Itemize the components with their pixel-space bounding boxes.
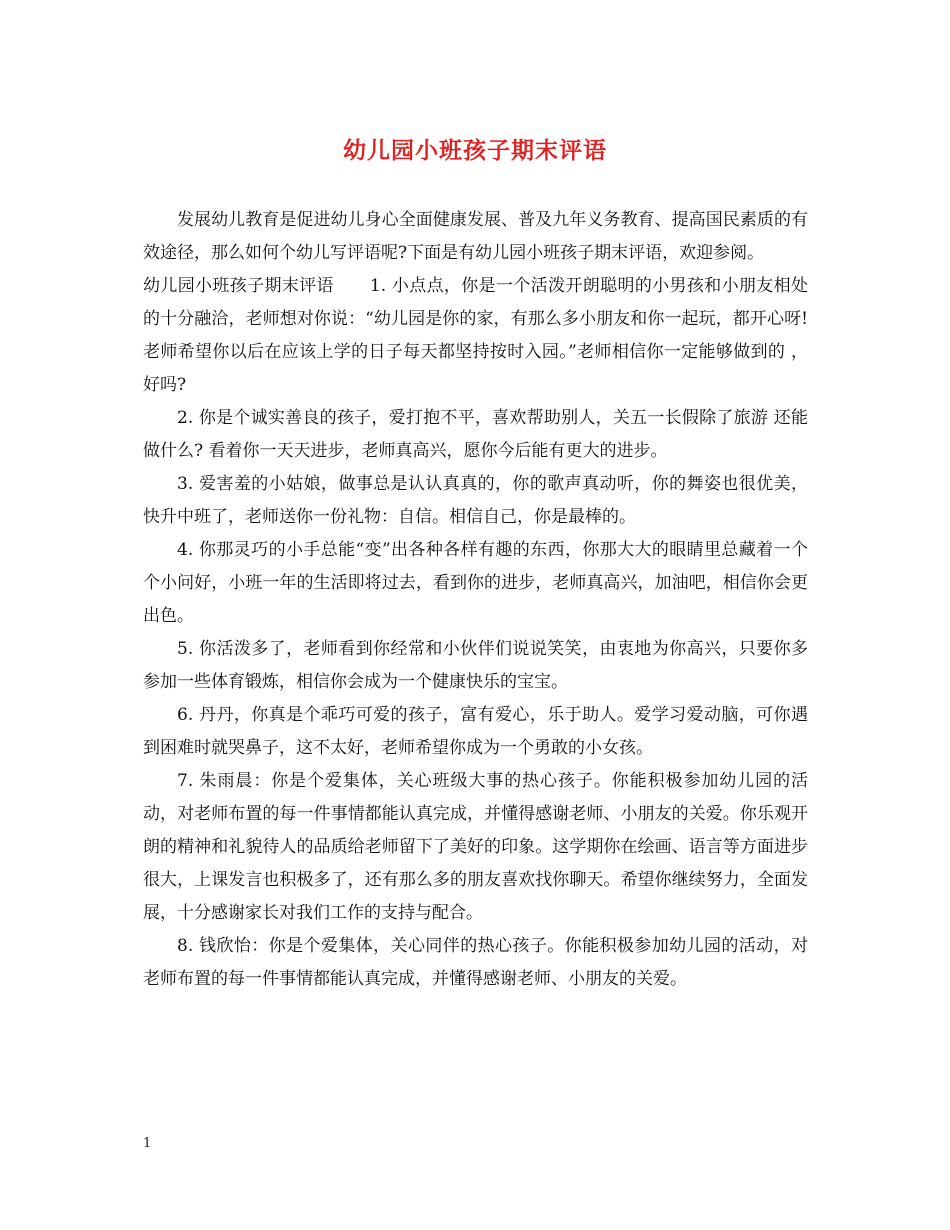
comment-item-8: 8. 钱欣怡：你是个爱集体，关心同伴的热心孩子。你能积极参加幼儿园的活动，对老师布置的每一件事情都能认真完成，并懂得感谢老师、小朋友的关爱。 <box>143 936 808 989</box>
document-title: 幼儿园小班孩子期末评语 <box>343 138 607 164</box>
intro-paragraph: 发展幼儿教育是促进幼儿身心全面健康发展、普及九年义务教育、提高国民素质的有效途径，那么如何个幼儿写评语呢?下面是有幼儿园小班孩子期末评语，欢迎参阅。 <box>143 210 808 263</box>
comment-item-1: 1. 小点点，你是一个活泼开朗聪明的小男孩和小朋友相处的十分融洽，老师想对你说：“幼儿园是你的家，有那么多小朋友和你一起玩，都开心呀!老师希望你以后在应该上学的日子每天都坚持按时入园。”老师相信你一定能够做到的 ，好吗? <box>143 276 808 395</box>
comment-item-4: 4. 你那灵巧的小手总能“变”出各种各样有趣的东西，你那大大的眼睛里总藏着一个个小问好，小班一年的生活即将过去，看到你的进步，老师真高兴，加油吧，相信你会更出色。 <box>143 540 808 626</box>
section-heading: 幼儿园小班孩子期末评语 <box>143 276 334 296</box>
comment-item-3: 3. 爱害羞的小姑娘，做事总是认认真真的，你的歌声真动听，你的舞姿也很优美，快升中班了，老师送你一份礼物：自信。相信自己，你是最棒的。 <box>143 474 808 527</box>
first-entry-paragraph <box>143 270 808 402</box>
document-body <box>143 204 808 996</box>
comment-item-6: 6. 丹丹，你真是个乖巧可爱的孩子，富有爱心，乐于助人。爱学习爱动脑，可你遇到困难时就哭鼻子，这不太好，老师希望你成为一个勇敢的小女孩。 <box>143 705 808 758</box>
comment-item-2: 2. 你是个诚实善良的孩子，爱打抱不平，喜欢帮助别人，关五一长假除了旅游 还能做什么? 看着你一天天进步，老师真高兴，愿你今后能有更大的进步。 <box>143 408 808 461</box>
page-number: 1 <box>143 1136 152 1151</box>
comment-item-7: 7. 朱雨晨：你是个爱集体，关心班级大事的热心孩子。你能积极参加幼儿园的活动，对老师布置的每一件事情都能认真完成，并懂得感谢老师、小朋友的关爱。你乐观开朗的精神和礼貌待人的品质给老师留下了美好的印象。这学期你在绘画、语言等方面进步很大，上课发言也积极多了，还有那么多的朋友喜欢找你聊天。希望你继续努力，全面发展，十分感谢家长对我们工作的支持与配合。 <box>143 771 808 923</box>
comment-item-5: 5. 你活泼多了，老师看到你经常和小伙伴们说说笑笑，由衷地为你高兴，只要你多参加一些体育锻炼，相信你会成为一个健康快乐的宝宝。 <box>143 639 808 692</box>
